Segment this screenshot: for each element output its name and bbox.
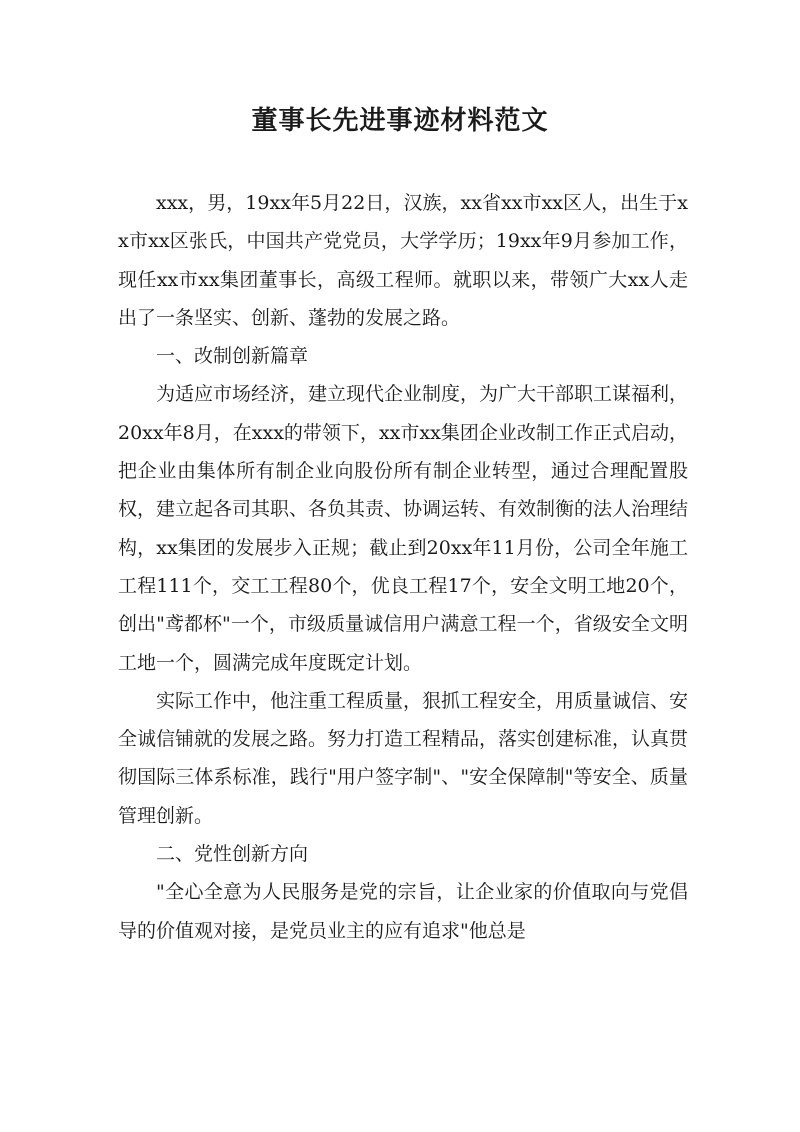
section-heading-1: 一、改制创新篇章: [156, 345, 309, 368]
section-heading-2: 二、党性创新方向: [156, 843, 309, 866]
document-title: 董事长先进事迹材料范文: [251, 106, 549, 136]
paragraph-intro: xxx，男，19xx年5月22日，汉族，xx省xx市xx区人，出生于xx市xx区张氏，中国共产党党员，大学学历；19xx年9月参加工作，现任xx市xx集团董事长，高级工程师。就职以来，带领广大xx人走出了一条坚实、创新、蓬勃的发展之路。: [118, 192, 688, 329]
document-body: [118, 184, 688, 950]
paragraph-quality: 实际工作中，他注重工程质量，狠抓工程安全，用质量诚信、安全诚信铺就的发展之路。努力打造工程精品，落实创建标准，认真贯彻国际三体系标准，践行"用户签字制"、"安全保障制"等安全、质量管理创新。: [118, 689, 689, 827]
paragraph-reform: 为适应市场经济，建立现代企业制度，为广大干部职工谋福利，20xx年8月，在xxx的带领下，xx市xx集团企业改制工作正式启动，把企业由集体所有制企业向股份所有制企业转型，通过合理配置股权，建立起各司其职、各负其责、协调运转、有效制衡的法人治理结构，xx集团的发展步入正规；截止到20xx年11月份，公司全年施工工程111个，交工工程80个，优良工程17个，安全文明工地20个，创出"鸢都杯"一个，市级质量诚信用户满意工程一个，省级安全文明工地一个，圆满完成年度既定计划。: [118, 383, 689, 674]
paragraph-party: "全心全意为人民服务是党的宗旨，让企业家的价值取向与党倡导的价值观对接，是党员业主的应有追求"他总是: [118, 881, 688, 942]
